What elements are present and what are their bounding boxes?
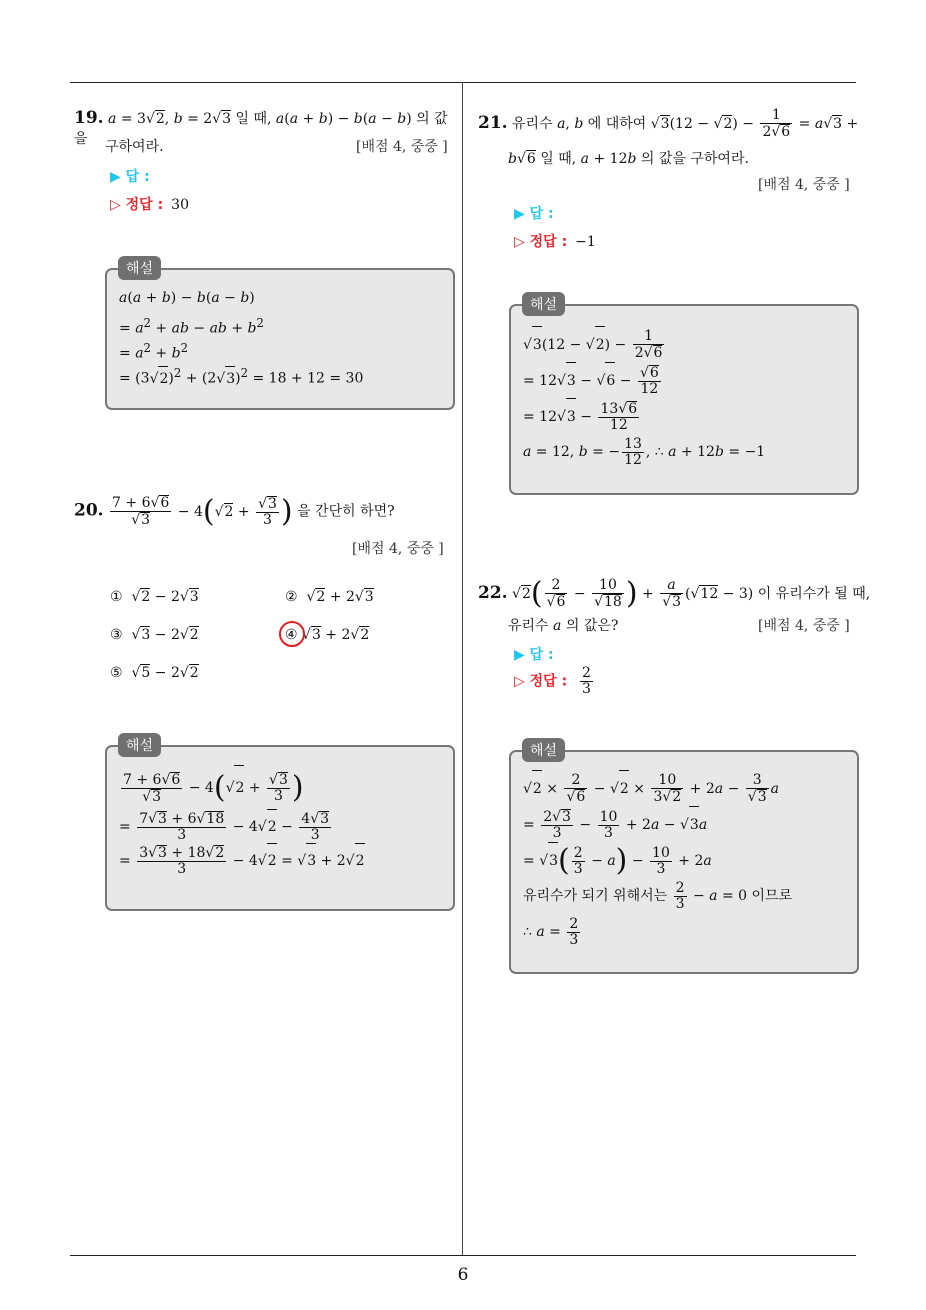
answer-label: ▶ 답 : [110, 169, 150, 185]
correct-answer-label: ▷ 정답 : [514, 673, 568, 690]
page-number: 6 [457, 1265, 469, 1285]
question-22-expr: √2( $\frac{2}{√6}$ − $\frac{10}{√18}$ ) + $\frac{a}{√3}$ (√12 − 3) [512, 576, 758, 611]
question-text: 의 값을 [74, 111, 448, 147]
correct-answer-label: ▷ 정답 : [110, 197, 164, 213]
question-21-line2: b√6 일 때, a + 12b 의 값을 구하여라. [508, 151, 749, 167]
explanation-box [105, 268, 455, 410]
question-text: 유리수 [512, 116, 553, 132]
question-20-expr: $\frac{7 + 6√6}{√3}$ − 4(√2 + $\frac{√3}{3}$ ) [112, 493, 293, 529]
explanation-line: = $\frac{3√3 + 18√2}{3}$ − 4√2 = √3 + 2√2 [119, 845, 365, 877]
score-info: [배점 4, 중중 ] [352, 541, 444, 557]
choice-number: ① [110, 589, 123, 605]
explanation-line: ∴ a = $\frac{2}{3}$ [523, 915, 579, 948]
answer-label: ▶ 답 : [514, 647, 554, 663]
bottom-rule [70, 1255, 856, 1256]
choice-number: ⑤ [110, 665, 123, 681]
choice-1[interactable]: ① √2 − 2√3 [110, 589, 199, 605]
explanation-tag: 해설 [118, 733, 161, 757]
score-info: [배점 4, 중중 ] [356, 139, 448, 155]
explanation-line: = $\frac{7√3 + 6√18}{3}$ − 4√2 − $\frac{4√3}{3}$ [119, 811, 330, 843]
column-divider [462, 82, 463, 1256]
explanation-line: = √3( $\frac{2}{3}$ − a) − $\frac{10}{3}$ + 2a [523, 843, 712, 878]
explanation-tag: 해설 [118, 256, 161, 280]
question-19-math: a = 3√2, b = 2√3 [108, 111, 232, 127]
correct-answer [514, 231, 596, 251]
question-number: 19. [74, 108, 104, 128]
explanation-line: 유리수가 되기 위해서는 $\frac{2}{3}$ − a = 0 이므로 [523, 879, 793, 912]
answer-label: ▶ 답 : [514, 206, 554, 222]
question-text: 일 때, [235, 111, 272, 127]
explanation-line: = 12√3 − √6 − $\frac{√6}{12}$ [511, 362, 857, 398]
explanation-line: a(a + b) − b(a − b) [119, 290, 255, 306]
question-number: 21. [478, 113, 508, 133]
question-21-expr: √3(12 − √2) − $\frac{1}{2√6}$ = a√3 + [650, 107, 859, 140]
question-number: 22. [478, 583, 508, 603]
question-text: 의 값은? [565, 618, 619, 634]
question-22 [478, 576, 871, 611]
correct-answer-value: 30 [171, 197, 189, 213]
choice-3[interactable]: ③ √3 − 2√2 [110, 627, 199, 643]
explanation-line: √3(12 − √2) − $\frac{1}{2√6}$ [523, 328, 663, 361]
explanation-text: 이므로 [751, 888, 793, 904]
question-22-line2: 유리수 a 의 값은? [508, 618, 619, 634]
question-19-expr: a(a + b) − b(a − b) [275, 111, 412, 127]
explanation-box [509, 304, 859, 495]
question-text: 에 대하여 [587, 116, 647, 132]
question-text: 의 값을 구하여라. [640, 151, 749, 167]
score-info: [배점 4, 중중 ] [758, 177, 850, 193]
correct-answer [514, 666, 595, 697]
top-rule [70, 82, 856, 83]
choice-4-selected[interactable]: ④ √3 + 2√2 [285, 627, 370, 643]
correct-answer-label: ▷ 정답 : [514, 234, 568, 250]
question-text: 이 유리수가 될 때, [757, 586, 871, 602]
choice-2[interactable]: ② √2 + 2√3 [285, 589, 374, 605]
question-number: 20. [74, 500, 104, 521]
choice-5[interactable]: ⑤ √5 − 2√2 [110, 665, 199, 681]
selected-answer-circle [279, 621, 305, 647]
question-text: 유리수 [508, 618, 549, 634]
choice-number: ④ [285, 627, 298, 643]
question-text: 구하여라. [105, 139, 164, 155]
score-info: [배점 4, 중중 ] [758, 618, 850, 634]
correct-answer-value: $\frac{2}{3}$ [582, 665, 591, 697]
question-20 [74, 495, 459, 528]
explanation-text: 유리수가 되기 위해서는 [523, 888, 668, 904]
correct-answer [110, 194, 189, 214]
choice-number: ② [285, 589, 298, 605]
explanation-line: √2 × $\frac{2}{√6}$ − √2 × $\frac{10}{3√2}$ + 2a − $\frac{3}{√3}$ a [523, 772, 779, 805]
question-21: 21. 유리수 a, b 에 대하여 √3(12 − √2) − $\frac{1}{2√6}$ = a√3 + [478, 107, 859, 140]
explanation-box [509, 750, 859, 974]
explanation-tag: 해설 [522, 738, 565, 762]
explanation-line: = $a^2 + b^2$ [119, 341, 188, 362]
correct-answer-value: −1 [575, 234, 596, 250]
explanation-line: $\frac{7 + 6√6}{√3}$ − 4(√2 + $\frac{√3}{3}$ ) [107, 765, 453, 809]
explanation-box [105, 745, 455, 911]
explanation-tag: 해설 [522, 292, 565, 316]
choice-number: ③ [110, 627, 123, 643]
question-text: 일 때, [540, 151, 577, 167]
explanation-line: = $\frac{2√3}{3}$ − $\frac{10}{3}$ + 2a − √3a [511, 806, 857, 842]
explanation-line: = $(3√2)^2 + (2√3)^2 = 18 + 12 = 30$ [107, 361, 453, 386]
question-text: 을 간단히 하면? [297, 503, 395, 520]
explanation-line: a = 12, b = − $\frac{13}{12}$ , ∴ a + 12b = −1 [523, 435, 766, 468]
explanation-line: = 12√3 − $\frac{13√6}{12}$ [511, 398, 857, 434]
explanation-line: = $a^2$ + ab − ab + $b^2$ [119, 316, 264, 337]
